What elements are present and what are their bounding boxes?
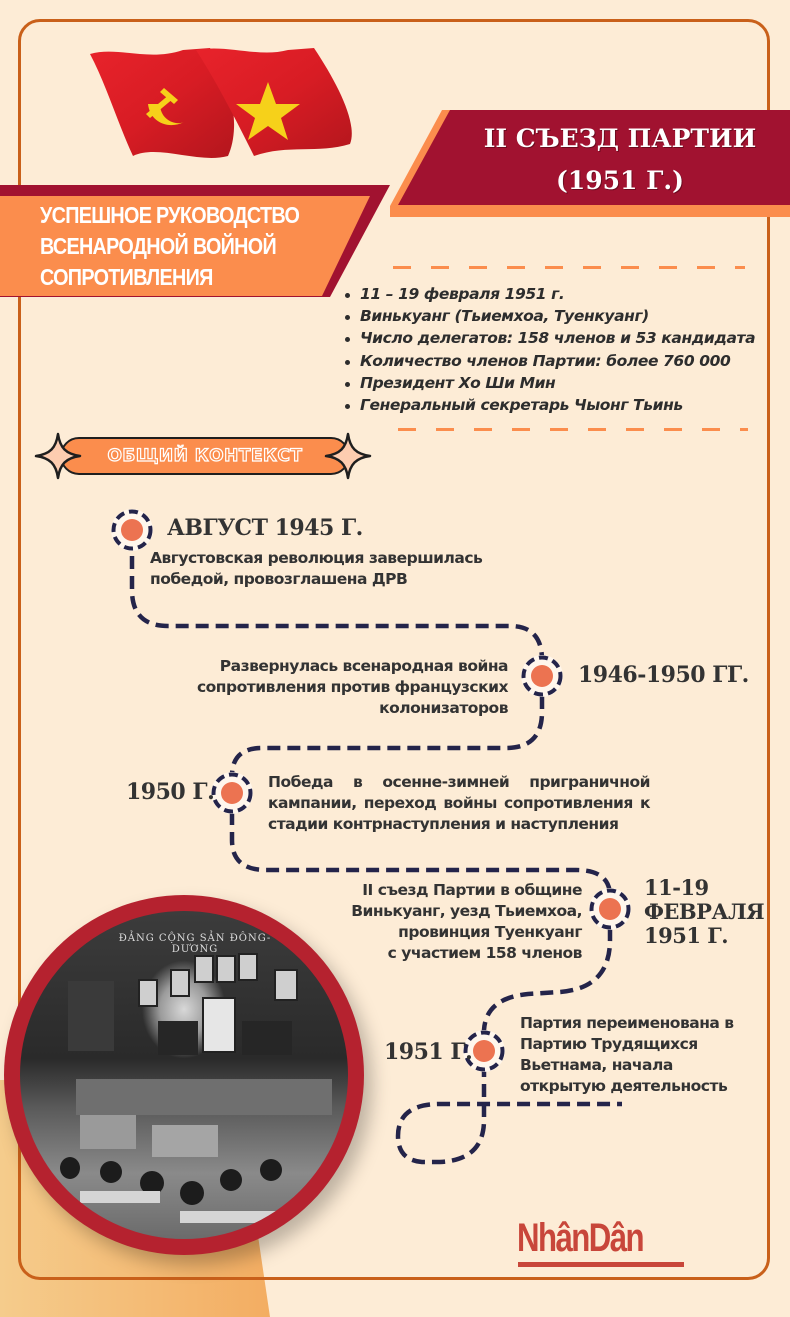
date-line: ФЕВРАЛЯ (644, 899, 765, 924)
timeline-date (644, 876, 764, 948)
description-line: с участием 158 членов (387, 944, 582, 962)
timeline-description (300, 880, 582, 964)
photo-presidium-table (76, 1079, 332, 1115)
photo-desk (80, 1191, 160, 1203)
description-line: Вьетнама, начала (520, 1056, 673, 1074)
photo-portrait-main (202, 997, 236, 1053)
photo-desk (180, 1211, 280, 1223)
node-dot (473, 1040, 495, 1062)
timeline-date: 1946-1950 ГГ. (578, 662, 749, 688)
congress-title (450, 118, 790, 202)
description-line: победой, провозглашена ДРВ (150, 570, 408, 588)
left-banner-line: СОПРОТИВЛЕНИЯ (40, 264, 213, 290)
photo-banner-text: ĐẢNG CỘNG SẢN ĐÔNG-DƯƠNG (118, 933, 272, 955)
timeline-date: 1950 Г. (126, 779, 215, 805)
context-section-label (60, 437, 350, 475)
timeline-node (211, 772, 253, 814)
fact-item: 11 – 19 февраля 1951 г. (343, 283, 755, 305)
sparkle-icon (34, 432, 82, 480)
node-dot (599, 898, 621, 920)
photo-audience (260, 1159, 282, 1181)
divider-top (393, 266, 745, 269)
flags-illustration (88, 44, 360, 164)
fact-item: Количество членов Партии: более 760 000 (343, 350, 755, 372)
node-dot (221, 782, 243, 804)
photo-portrait (138, 979, 158, 1007)
description-line: открытую деятельность (520, 1077, 728, 1095)
timeline-date: 1951 Г. (384, 1039, 473, 1065)
description-line: Развернулась всенародная война (219, 657, 508, 675)
photo-audience (180, 1181, 204, 1205)
nhandan-logo: NhânDân (517, 1216, 644, 1260)
photo-portrait (170, 969, 190, 997)
congress-year: (1951 Г.) (556, 166, 684, 195)
photo-portrait (238, 953, 258, 981)
photo-portrait (194, 955, 214, 983)
node-dot (121, 519, 143, 541)
timeline-description (520, 1013, 760, 1097)
congress-photo (4, 895, 364, 1255)
timeline-node (111, 509, 153, 551)
photo-audience (60, 1157, 80, 1179)
timeline-description (150, 548, 510, 590)
description-line: Августовская революция завершилась (150, 549, 483, 567)
left-banner-line: ВСЕНАРОДНОЙ ВОЙНОЙ (40, 233, 277, 259)
photo-portrait (216, 955, 236, 983)
description-line: Победа в осенне-зимней приграничной (268, 773, 650, 791)
sparkle-icon (324, 432, 372, 480)
logo-underline (518, 1262, 684, 1267)
photo-audience (100, 1161, 122, 1183)
timeline-description (180, 656, 508, 719)
fact-item: Число делегатов: 158 членов и 53 кандидата (343, 327, 755, 349)
description-line: сопротивления против французских (196, 678, 508, 696)
left-banner-title (40, 200, 298, 293)
photo-desk (80, 1115, 136, 1149)
timeline-node (521, 655, 563, 697)
fact-item: Президент Хо Ши Мин (343, 372, 755, 394)
timeline-date: АВГУСТ 1945 Г. (167, 515, 363, 541)
congress-title-line: II СЪЕЗД ПАРТИИ (483, 124, 757, 153)
node-dot (531, 665, 553, 687)
date-line: 11-19 (644, 875, 709, 900)
congress-facts-list (343, 283, 755, 416)
description-line: Партия переименована в (520, 1014, 734, 1032)
fact-item: Винькуанг (Тьиемхоа, Туенкуанг) (343, 305, 755, 327)
timeline-description (268, 772, 650, 835)
timeline-node (589, 888, 631, 930)
divider-bottom (398, 428, 748, 431)
description-line: кампании, переход войны сопротивления к (268, 794, 650, 812)
date-line: 1951 Г. (644, 923, 729, 948)
description-line: стадии контрнаступления и наступления (268, 815, 619, 833)
photo-audience (220, 1169, 242, 1191)
description-line: II съезд Партии в общине (362, 881, 582, 899)
photo-flag (68, 981, 114, 1051)
description-line: колонизаторов (379, 699, 508, 717)
photo-drape (158, 1021, 198, 1055)
description-line: провинция Туенкуанг (398, 923, 582, 941)
description-line: Винькуанг, уезд Тьиемхоа, (351, 902, 582, 920)
description-line: Партию Трудящихся (520, 1035, 698, 1053)
photo-portrait (274, 969, 298, 1001)
photo-drape (242, 1021, 292, 1055)
historical-photo (20, 911, 348, 1239)
left-banner-line: УСПЕШНОЕ РУКОВОДСТВО (40, 202, 300, 228)
fact-item: Генеральный секретарь Чыонг Тьинь (343, 394, 755, 416)
photo-desk (152, 1125, 218, 1157)
context-label-text: ОБЩИЙ КОНТЕКСТ (107, 446, 303, 466)
